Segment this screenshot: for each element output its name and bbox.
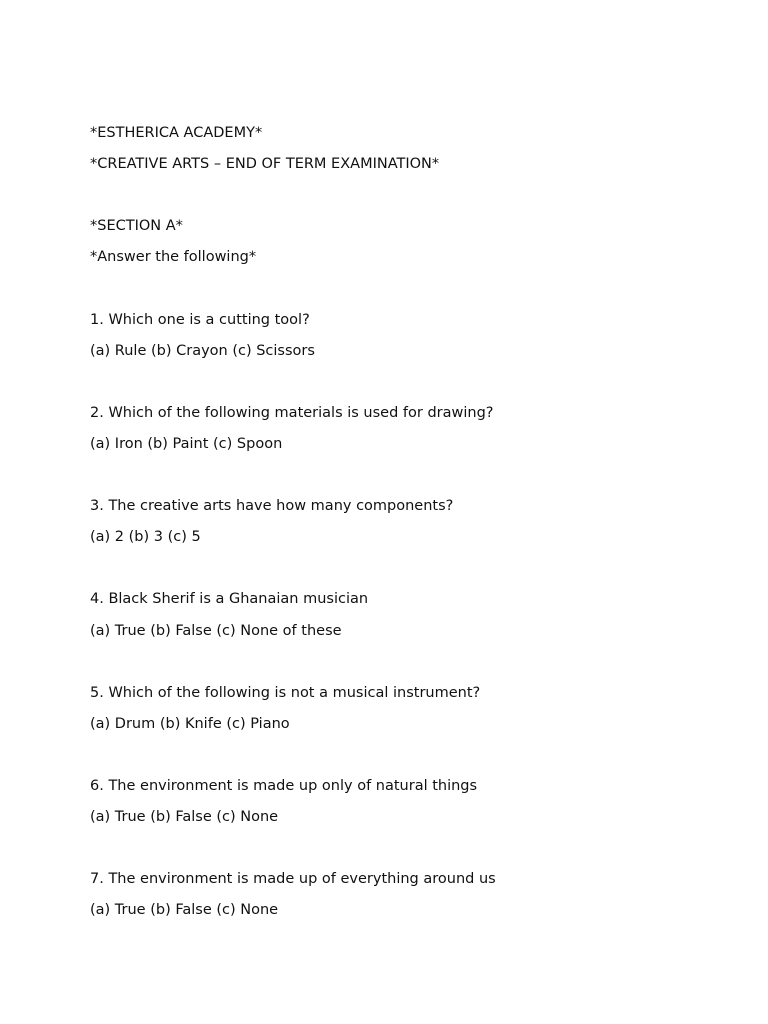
question-4: 4. Black Sherif is a Ghanaian musician — [90, 591, 369, 608]
spacer — [90, 277, 730, 308]
section-title: *SECTION A* — [90, 218, 183, 235]
question-3-options: (a) 2 (b) 3 (c) 5 — [90, 529, 201, 546]
question-1-options: (a) Rule (b) Crayon (c) Scissors — [90, 342, 315, 359]
question-7: 7. The environment is made up of everything around us — [90, 871, 496, 888]
question-6-options: (a) True (b) False (c) None — [90, 809, 279, 826]
spacer — [90, 744, 730, 775]
question-6: 6. The environment is made up only of natural things — [90, 777, 478, 794]
question-5: 5. Which of the following is not a musical instrument? — [90, 684, 481, 701]
question-2-options: (a) Iron (b) Paint (c) Spoon — [90, 435, 283, 452]
document-page — [90, 122, 730, 930]
exam-title: *CREATIVE ARTS – END OF TERM EXAMINATION* — [90, 156, 440, 173]
question-5-options: (a) Drum (b) Knife (c) Piano — [90, 715, 290, 732]
question-4-options: (a) True (b) False (c) None of these — [90, 622, 342, 639]
spacer — [90, 371, 730, 402]
question-3: 3. The creative arts have how many components? — [90, 498, 454, 515]
spacer — [90, 464, 730, 495]
school-name: *ESTHERICA ACADEMY* — [90, 125, 263, 141]
spacer — [90, 557, 730, 588]
question-1: 1. Which one is a cutting tool? — [90, 311, 310, 328]
question-2: 2. Which of the following materials is used for drawing? — [90, 404, 494, 421]
spacer — [90, 184, 730, 215]
spacer — [90, 837, 730, 868]
spacer — [90, 651, 730, 682]
question-7-options: (a) True (b) False (c) None — [90, 902, 279, 919]
section-instruction: *Answer the following* — [90, 249, 257, 266]
